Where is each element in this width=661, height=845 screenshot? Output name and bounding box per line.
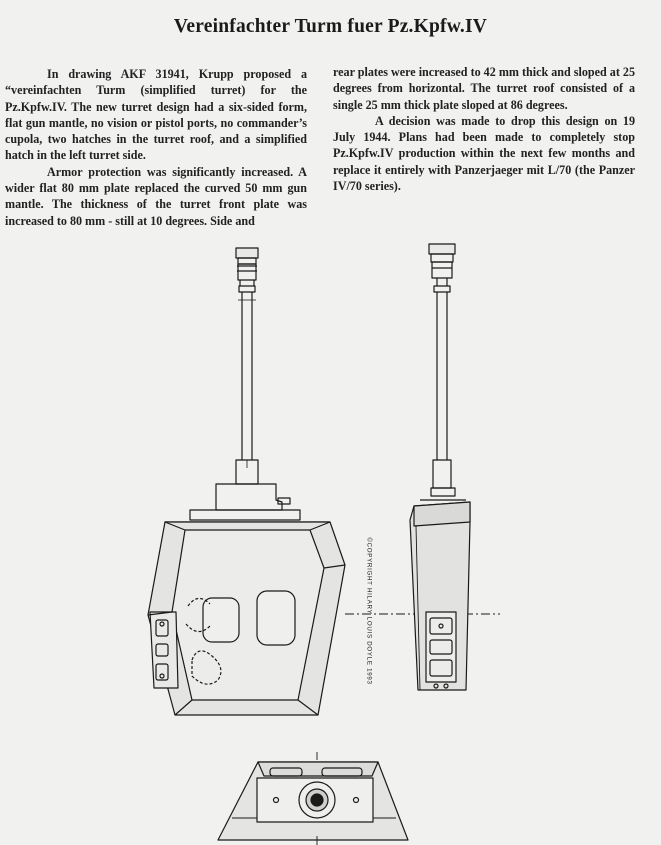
- paragraph: Armor protection was significantly increased. A wider flat 80 mm plate replaced the curved 50 mm gun mantle. The thickness of the turret front plate was increased to 80 mm - still at 10 degrees. Side and: [5, 164, 307, 228]
- turret-rear-view: [218, 752, 408, 845]
- paragraph: In drawing AKF 31941, Krupp proposed a “vereinfachten Turm (simplified turret) for the Pz.Kpfw.IV. The new turret design had a six-sided form, flat gun mantle, no vision or pistol ports, no commander’s cupola, two hatches in the turret roof, and a simplified hatch in the left turret side.: [5, 67, 307, 163]
- paragraph: rear plates were increased to 42 mm thick and sloped at 25 degrees from horizontal. The turret roof consisted of a single 25 mm thick plate sloped at 86 degrees.: [333, 65, 635, 112]
- copyright-notice: ©COPYRIGHT HILARY LOUIS DOYLE 1993: [365, 537, 373, 685]
- paragraph: A decision was made to drop this design on 19 July 1944. Plans had been made to completely stop Pz.Kpfw.IV production within the next few months and replace it entirely with Panzerjaeger mit L/70 (the Panzer IV/70 series).: [333, 113, 635, 194]
- turret-front-view: [148, 248, 345, 715]
- page-title: Vereinfachter Turm fuer Pz.Kpfw.IV: [173, 16, 488, 37]
- turret-side-view: [410, 244, 470, 690]
